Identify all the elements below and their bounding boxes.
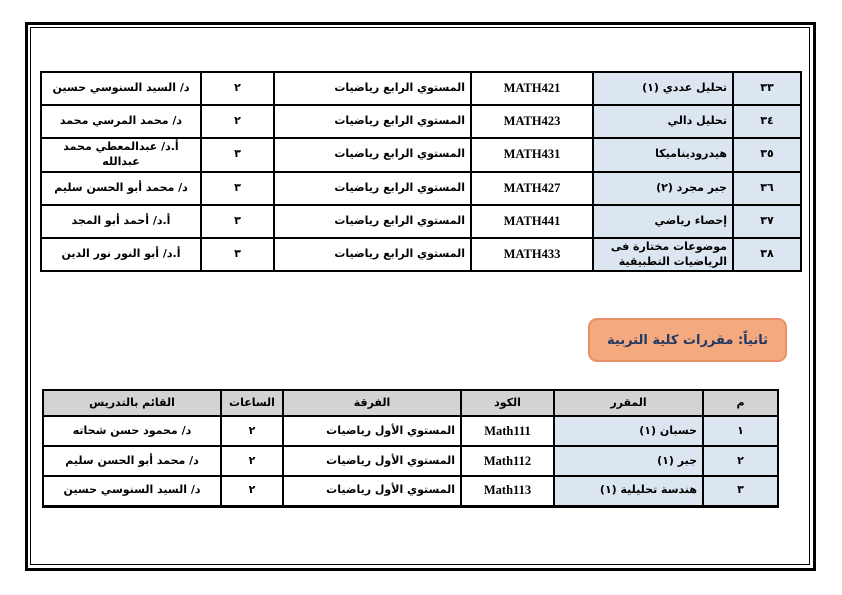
- level-cell: المستوي الرابع رياضيات: [274, 138, 471, 172]
- hours-cell: ٣: [201, 138, 274, 172]
- course-name: جبر مجرد (٢): [593, 172, 733, 205]
- course-name: هندسة تحليلية (١): [554, 476, 703, 506]
- table-row: [41, 205, 801, 238]
- table-row: [41, 105, 801, 138]
- hours-cell: ٢: [221, 416, 283, 446]
- hours-cell: ٢: [221, 476, 283, 506]
- header-number: م: [703, 390, 778, 416]
- hours-cell: ٣: [201, 238, 274, 272]
- course-name: موضوعات مختارة فى الرياضيات التطبيقية: [593, 238, 733, 272]
- instructor-cell: أ.د/ أحمد أبو المجد: [41, 205, 201, 238]
- course-code: MATH423: [471, 105, 593, 138]
- row-number: ٣٨: [733, 238, 801, 272]
- instructor-cell: د/ محمد المرسي محمد: [41, 105, 201, 138]
- course-name: حسبان (١): [554, 416, 703, 446]
- level-cell: المستوي الأول رياضيات: [283, 476, 461, 506]
- hours-cell: ٣: [201, 172, 274, 205]
- course-code: MATH433: [471, 238, 593, 272]
- level-cell: المستوي الرابع رياضيات: [274, 205, 471, 238]
- course-code: MATH431: [471, 138, 593, 172]
- header-hours: الساعات: [221, 390, 283, 416]
- row-number: ٣: [703, 476, 778, 506]
- row-number: ٣٦: [733, 172, 801, 205]
- hours-cell: ٣: [201, 205, 274, 238]
- hours-cell: ٢: [221, 446, 283, 476]
- hours-cell: ٢: [201, 72, 274, 105]
- level-cell: المستوي الرابع رياضيات: [274, 238, 471, 272]
- row-number: ٣٤: [733, 105, 801, 138]
- course-name: جبر (١): [554, 446, 703, 476]
- instructor-cell: د/ السيد السنوسي حسين: [43, 476, 221, 506]
- row-number: ٣٧: [733, 205, 801, 238]
- course-name: تحليل عددي (١): [593, 72, 733, 105]
- course-code: MATH427: [471, 172, 593, 205]
- row-number: ١: [703, 416, 778, 446]
- row-number: ٣٥: [733, 138, 801, 172]
- header-instructor: القائم بالتدريس: [43, 390, 221, 416]
- row-number: ٢: [703, 446, 778, 476]
- course-code: MATH421: [471, 72, 593, 105]
- instructor-cell: د/ محمود حسن شحاته: [43, 416, 221, 446]
- table-row: [43, 416, 778, 446]
- instructor-cell: د/ محمد أبو الحسن سليم: [43, 446, 221, 476]
- table-row: [43, 476, 778, 506]
- level-cell: المستوي الرابع رياضيات: [274, 172, 471, 205]
- table-row: [43, 446, 778, 476]
- level-cell: المستوي الرابع رياضيات: [274, 72, 471, 105]
- education-courses-table: [42, 389, 779, 508]
- instructor-cell: أ.د/ عبدالمعطي محمد عبدالله: [41, 138, 201, 172]
- course-name: تحليل دالي: [593, 105, 733, 138]
- header-course: المقرر: [554, 390, 703, 416]
- course-name: إحصاء رياضي: [593, 205, 733, 238]
- row-number: ٣٣: [733, 72, 801, 105]
- course-code: Math111: [461, 416, 554, 446]
- level-cell: المستوي الأول رياضيات: [283, 416, 461, 446]
- level-cell: المستوي الرابع رياضيات: [274, 105, 471, 138]
- instructor-cell: د/ محمد أبو الحسن سليم: [41, 172, 201, 205]
- science-courses-table: [40, 71, 802, 272]
- course-code: MATH441: [471, 205, 593, 238]
- header-code: الكود: [461, 390, 554, 416]
- instructor-cell: د/ السيد السنوسي حسين: [41, 72, 201, 105]
- table-row: [41, 238, 801, 272]
- section-heading-education-courses: ثانياً: مقررات كلية التربية: [588, 318, 787, 362]
- instructor-cell: أ.د/ أبو النور نور الدين: [41, 238, 201, 272]
- table-header-row: [43, 390, 778, 416]
- table-row: [41, 138, 801, 172]
- hours-cell: ٢: [201, 105, 274, 138]
- table-row: [41, 72, 801, 105]
- level-cell: المستوي الأول رياضيات: [283, 446, 461, 476]
- course-code: Math113: [461, 476, 554, 506]
- course-name: هيدروديناميكا: [593, 138, 733, 172]
- header-level: الفرقة: [283, 390, 461, 416]
- course-code: Math112: [461, 446, 554, 476]
- table-row: [41, 172, 801, 205]
